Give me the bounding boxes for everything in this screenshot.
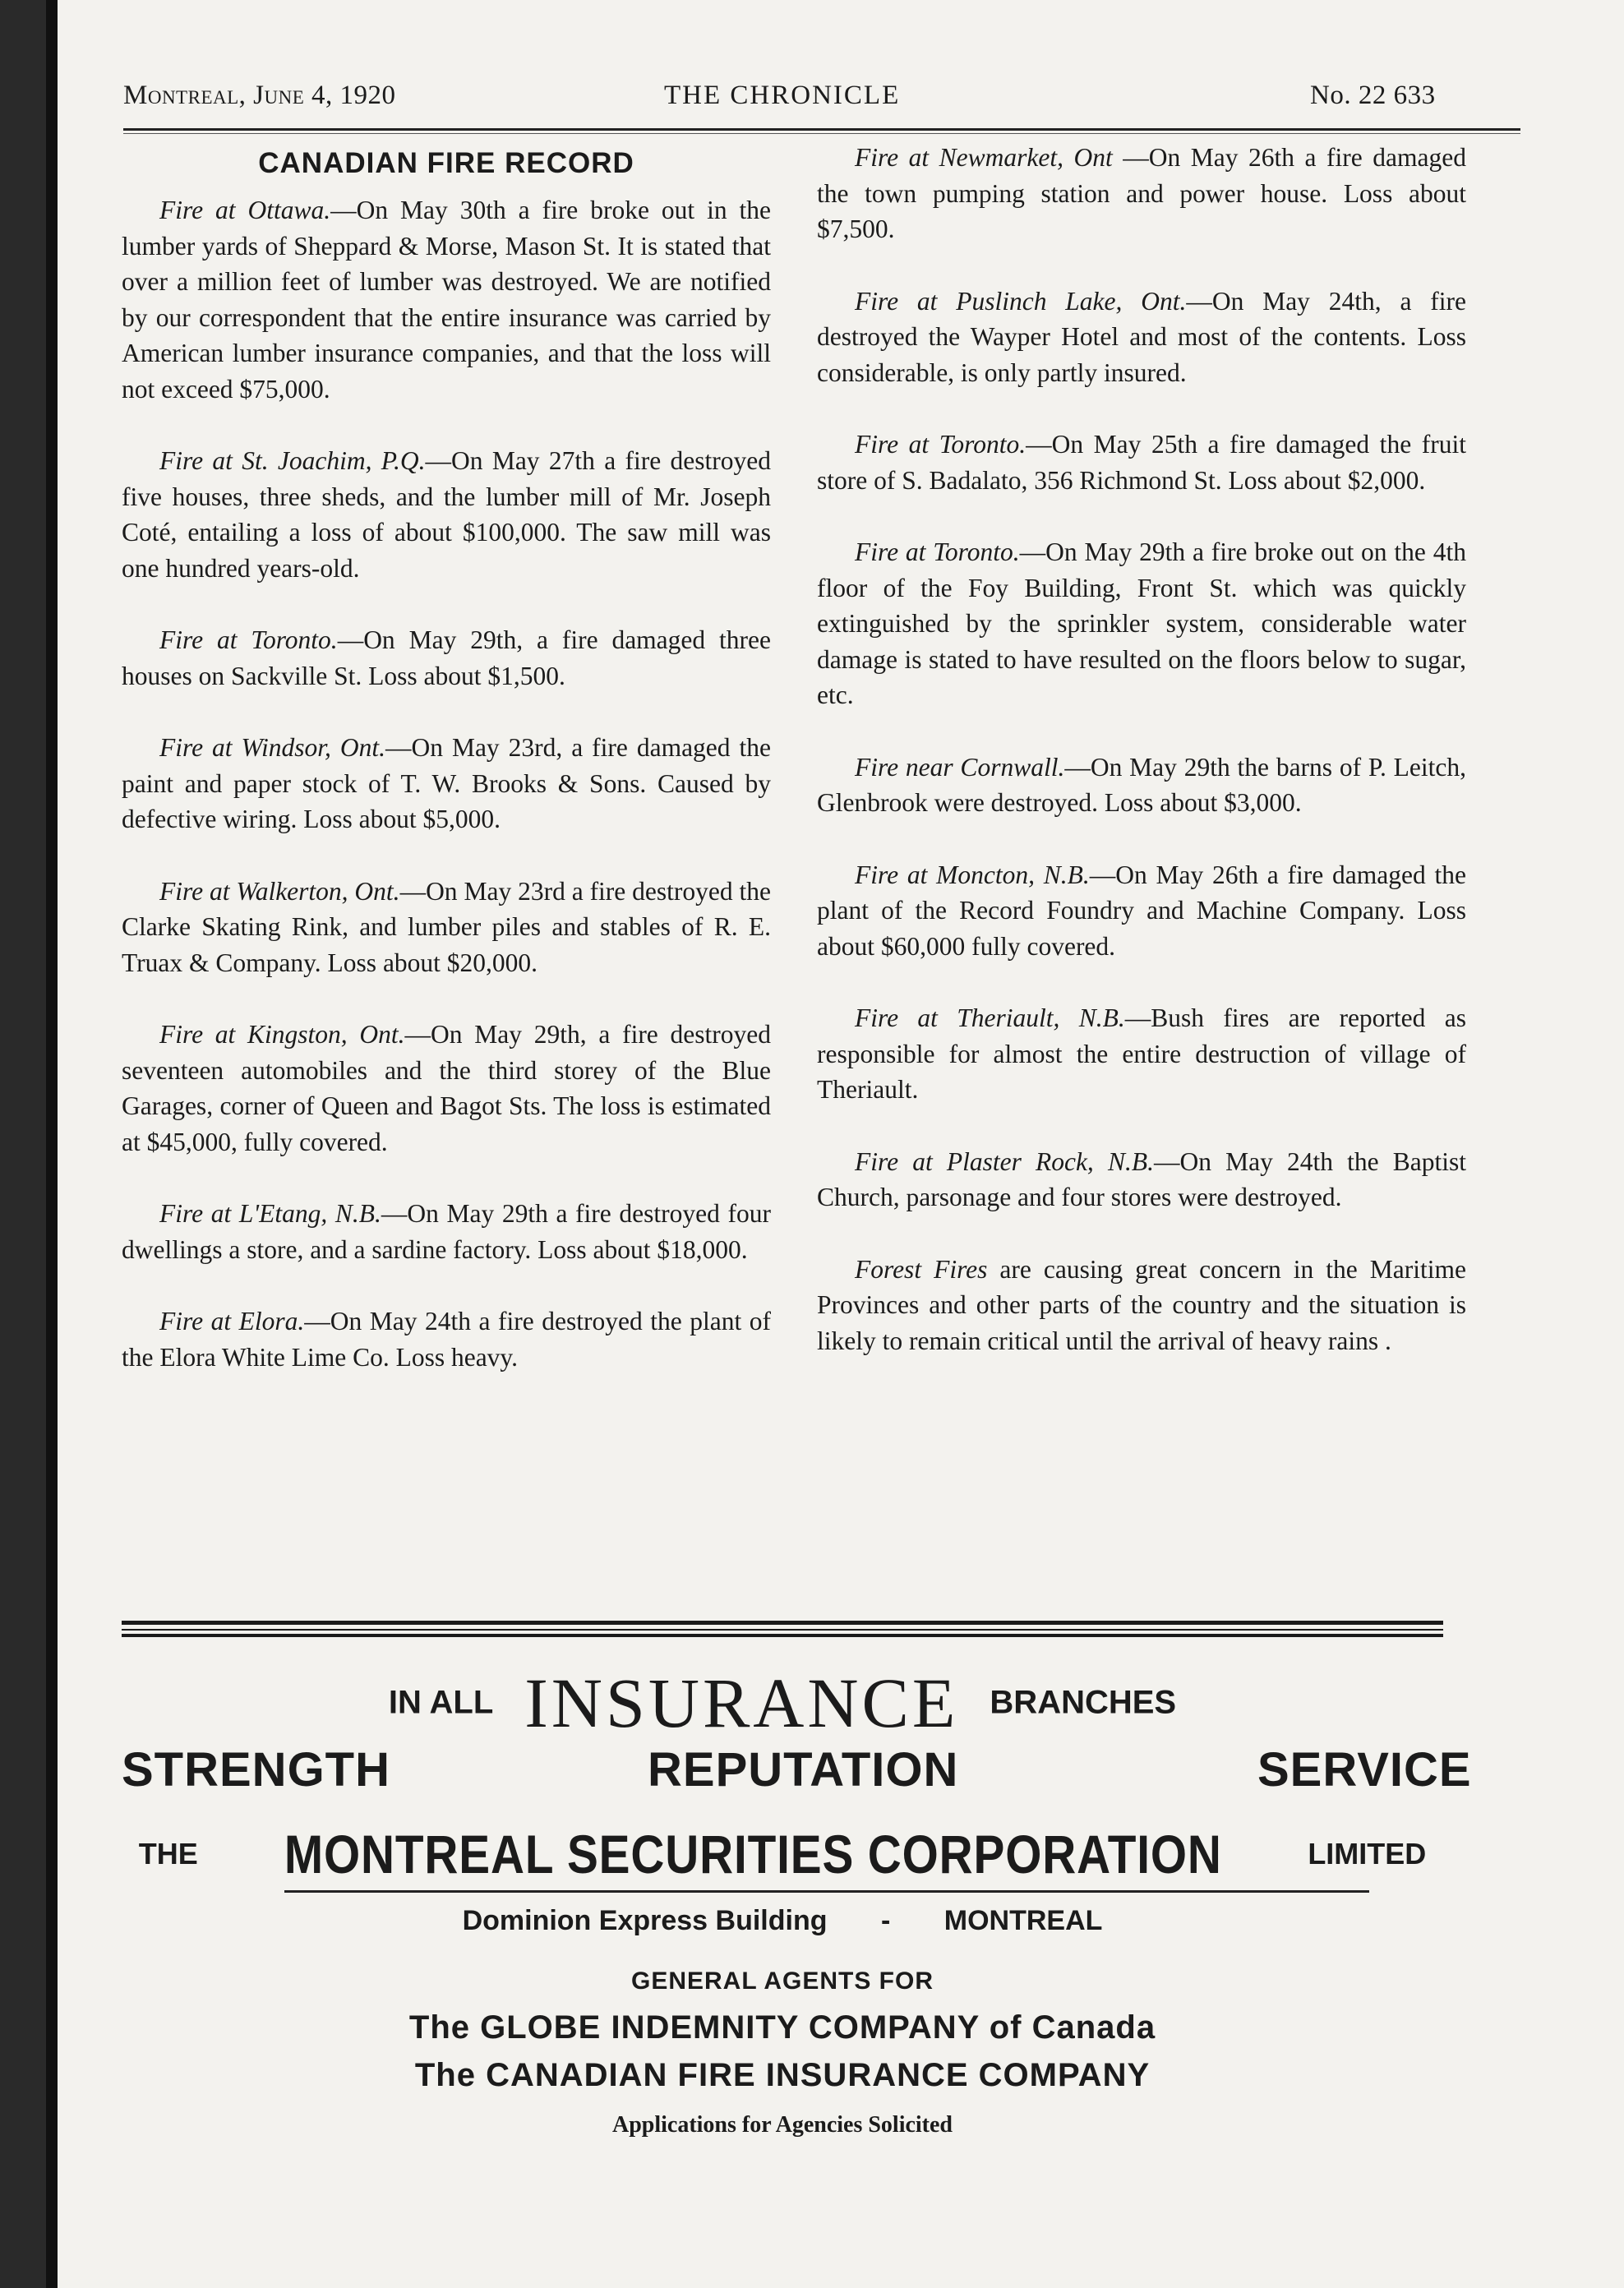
fire-report-lead: Fire at St. Joachim, P.Q.	[159, 446, 426, 475]
left-paragraphs	[122, 192, 771, 1375]
ad-corp-name: MONTREAL SECURITIES CORPORATION	[284, 1824, 1222, 1884]
fire-report-lead: Fire at Kingston, Ont.	[159, 1020, 405, 1049]
fire-report-text: —On May 29th, a fire damaged three houses on Sackville St. Loss about $1,500.	[122, 625, 771, 690]
fire-report-lead: Fire at Puslinch Lake, Ont.	[855, 286, 1187, 316]
fire-report	[817, 534, 1466, 713]
fire-report-text: —On May 27th a fire destroyed five houses, three sheds, and the lumber mill of Mr. Joseph Coté, entailing a loss of about $100,000. The saw mill was one hundred years-old.	[122, 446, 771, 583]
page-binding-edge	[46, 0, 58, 2288]
ad-dash: -	[880, 1905, 891, 1936]
fire-report-text: —On May 30th a fire broke out in the lumber yards of Sheppard & Morse, Mason St. It is stated that over a million feet of lumber was destroyed. We are notified by our correspondent that the entire insurance was carried by American lumber insurance companies, and that the loss will not exceed $75,000.	[122, 196, 772, 404]
fire-report-text: —On May 29th a fire broke out on the 4th floor of the Foy Building, Front St. which was quickly extinguished by the sprinkler system, considerable water damage is stated to have resulted on the floors below to sugar, etc.	[817, 537, 1467, 709]
ad-company-canadian-fire: The CANADIAN FIRE INSURANCE COMPANY	[414, 2057, 1151, 2093]
fire-report-text: —On May 24th the Baptist Church, parsonage and four stores were destroyed.	[817, 1146, 1466, 1211]
header-rule	[123, 128, 1520, 131]
ad-rule-middle	[122, 1629, 1443, 1631]
fire-report	[817, 427, 1466, 498]
fire-report	[122, 1303, 771, 1375]
fire-report-text: —On May 29th a fire destroyed four dwellings a store, and a sardine factory. Loss about $18,000.	[122, 1199, 771, 1264]
fire-report-text: are causing great concern in the Maritime Provinces and other parts of the country and the situation is likely to remain critical until the arrival of heavy rains .	[817, 1254, 1466, 1355]
right-column	[817, 140, 1466, 1395]
fire-report-text: —On May 23rd, a fire damaged the paint and paper stock of T. W. Brooks & Sons. Caused by defective wiring. Loss about $5,000.	[122, 733, 771, 833]
newspaper-page	[46, 0, 1624, 2288]
ad-service: SERVICE	[1257, 1743, 1472, 1797]
fire-report-lead: Fire at Toronto.	[855, 430, 1027, 459]
fire-report-lead: Fire at Walkerton, Ont.	[159, 876, 400, 906]
fire-report	[817, 140, 1466, 247]
fire-report-lead: Fire at Windsor, Ont.	[159, 733, 385, 762]
fire-report-lead: Fire at L'Etang, N.B.	[159, 1199, 381, 1228]
fire-report	[122, 622, 771, 694]
fire-report-text: —On May 23rd a fire destroyed the Clarke Skating Rink, and lumber piles and stables of R. E. Truax & Company. Loss about $20,000.	[122, 876, 772, 977]
ad-corp-limited: LIMITED	[1308, 1837, 1427, 1871]
fire-report	[817, 857, 1466, 965]
left-column	[122, 140, 771, 1411]
ad-rule-bottom	[122, 1634, 1443, 1637]
fire-report-text: —On May 26th a fire damaged the town pumping station and power house. Loss about $7,500.	[817, 143, 1466, 243]
fire-report	[817, 750, 1466, 821]
ad-corp-rule	[284, 1890, 1369, 1893]
ad-corporation-line	[122, 1823, 1443, 1885]
fire-report	[122, 874, 771, 981]
fire-report-text: —On May 29th, a fire destroyed seventeen automobiles and the third storey of the Blue Garages, corner of Queen and Bagot Sts. The loss is estimated at $45,000, fully covered.	[122, 1020, 771, 1156]
fire-report-text: —On May 26th a fire damaged the plant of the Record Foundry and Machine Company. Loss about $60,000 fully covered.	[817, 860, 1466, 961]
fire-report-lead: Fire at Theriault, N.B.	[855, 1003, 1125, 1032]
section-title: CANADIAN FIRE RECORD	[258, 147, 634, 179]
ad-company-globe: The GLOBE INDEMNITY COMPANY of Canada	[408, 2009, 1156, 2046]
right-paragraphs	[817, 140, 1466, 1358]
ad-insurance: INSURANCE	[524, 1663, 959, 1742]
fire-report	[122, 1017, 771, 1160]
fire-report-lead: Fire at Toronto.	[159, 625, 338, 654]
fire-report	[122, 730, 771, 837]
fire-report-lead: Fire at Ottawa.	[159, 196, 331, 224]
fire-report-text: —Bush fires are reported as responsible for almost the entire destruction of village of Theriault.	[817, 1003, 1466, 1104]
fire-report-lead: Fire at Toronto.	[855, 537, 1020, 566]
header-rule-thin	[123, 133, 1520, 134]
fire-report-lead: Fire at Moncton, N.B.	[855, 860, 1090, 889]
fire-report	[817, 1144, 1466, 1216]
header-publication: THE CHRONICLE	[664, 81, 901, 110]
fire-report-lead: Fire at Elora.	[159, 1307, 305, 1335]
ad-strength: STRENGTH	[122, 1743, 390, 1797]
header-issue-page: No. 22 633	[1310, 81, 1436, 110]
fire-report-text: —On May 24th a fire destroyed the plant of the Elora White Lime Co. Loss heavy.	[122, 1307, 771, 1372]
ad-in-all: IN ALL	[388, 1684, 494, 1721]
ad-city: MONTREAL	[943, 1905, 1103, 1936]
ad-rule-top	[122, 1621, 1443, 1625]
fire-report-lead: Fire at Plaster Rock, N.B.	[855, 1146, 1154, 1176]
fire-report-lead: Forest Fires	[855, 1254, 988, 1284]
fire-report-lead: Fire at Newmarket, Ont	[855, 143, 1113, 172]
ad-reputation: REPUTATION	[648, 1743, 959, 1797]
ad-corp-the: THE	[138, 1837, 198, 1871]
ad-building: Dominion Express Building	[462, 1905, 828, 1936]
ad-general-agents: GENERAL AGENTS FOR	[630, 1967, 934, 1995]
fire-report-text: —On May 25th a fire damaged the fruit store of S. Badalato, 356 Richmond St. Loss about $2,000.	[817, 430, 1466, 495]
ad-applications: Applications for Agencies Solicited	[611, 2112, 953, 2138]
fire-report	[817, 1000, 1466, 1108]
fire-report	[122, 1196, 771, 1267]
fire-report	[122, 192, 771, 407]
fire-report	[817, 284, 1466, 391]
header-date: Montreal, June 4, 1920	[123, 81, 396, 110]
fire-report	[122, 443, 771, 586]
fire-report	[817, 1252, 1466, 1359]
ad-branches: BRANCHES	[990, 1684, 1177, 1721]
ad-address	[122, 1905, 1443, 1937]
fire-report-text: —On May 29th the barns of P. Leitch, Glenbrook were destroyed. Loss about $3,000.	[817, 752, 1466, 817]
fire-report-text: —On May 24th, a fire destroyed the Wayper Hotel and most of the contents. Loss considerable, is only partly insured.	[817, 286, 1466, 387]
ad-headline	[122, 1662, 1443, 1742]
fire-report-lead: Fire near Cornwall.	[855, 752, 1065, 782]
